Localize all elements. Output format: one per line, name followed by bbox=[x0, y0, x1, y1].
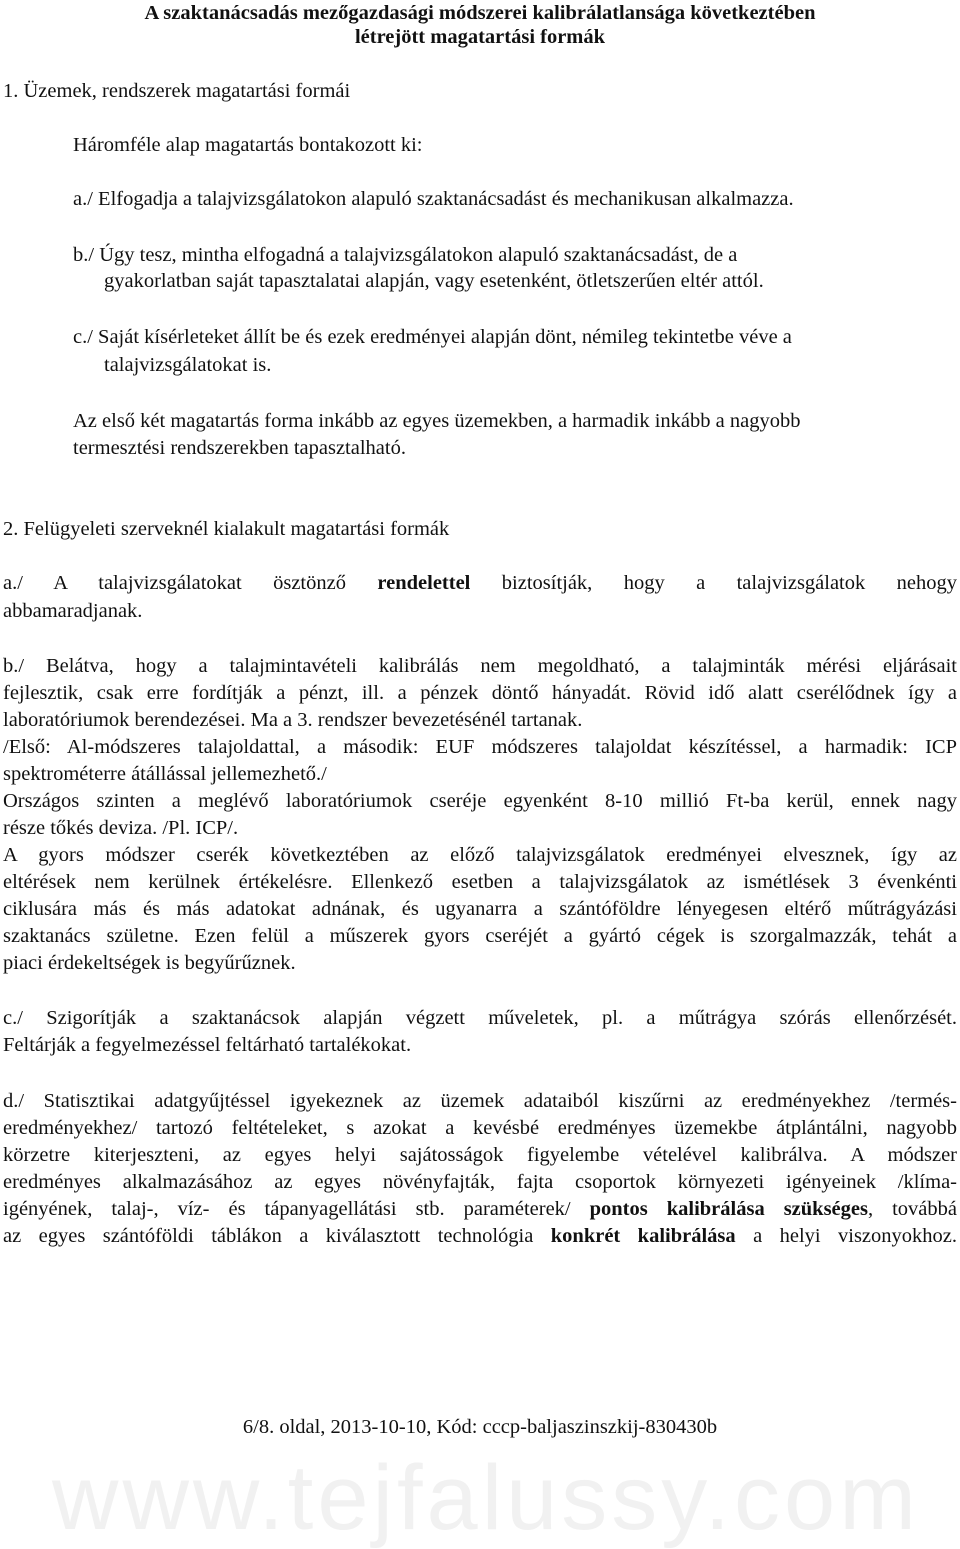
section-1-summary-line-2: termesztési rendszerekben tapasztalható. bbox=[73, 437, 406, 459]
section-2-item-d-line-6-bold: konkrét kalibrálása bbox=[550, 1225, 736, 1247]
section-2-item-d-line-5-bold: pontos kalibrálása szükséges bbox=[589, 1198, 868, 1220]
document-title-line-1: A szaktanácsadás mezőgazdasági módszerei kalibrálatlansága következtében bbox=[144, 2, 816, 24]
section-1-heading: 1. Üzemek, rendszerek magatartási formái bbox=[3, 80, 351, 102]
section-2-item-c-line-1: c./ Szigorítják a szaktanácsok alapján végzett műveletek, pl. a műtrágya szórás ellenőrzését. bbox=[3, 1007, 957, 1029]
section-2-item-b-line-5: spektrométerre átállással jellemezhető./ bbox=[3, 763, 327, 785]
section-2-item-b-line-4: /Első: Al-módszeres talajoldattal, a második: EUF módszeres talajoldat készítéssel, a harmadik: ICP bbox=[3, 736, 957, 758]
section-1-item-b-line-2: gyakorlatban saját tapasztalatai alapján, vagy esetenként, ötletszerűen eltér attól. bbox=[104, 270, 764, 292]
section-2-item-b-line-3: laboratóriumok berendezései. Ma a 3. rendszer bevezetésénél tartanak. bbox=[3, 709, 583, 731]
section-2-item-a-text-post: biztosítják, hogy a talajvizsgálatok nehogy bbox=[501, 572, 958, 594]
section-2-item-a-line-2: abbamaradjanak. bbox=[3, 600, 143, 622]
section-2-heading: 2. Felügyeleti szerveknél kialakult magatartási formák bbox=[3, 518, 450, 540]
section-2-item-d-line-6-post: a helyi viszonyokhoz. bbox=[753, 1225, 958, 1247]
section-2-item-b-line-8: A gyors módszer cserék következtében az előző talajvizsgálatok eredményei elvesznek, így az bbox=[3, 844, 957, 866]
section-2-item-d-line-2: eredményekhez/ tartozó feltételeket, s azokat a kevésbé eredményes üzemekbe átplántálni, nagyobb bbox=[3, 1117, 957, 1139]
watermark: www.tejfalussy.com bbox=[52, 1447, 920, 1549]
section-2-item-b-line-12: piaci érdekeltségek is begyűrűznek. bbox=[3, 952, 296, 974]
section-1-item-b-line-1: b./ Úgy tesz, mintha elfogadná a talajvizsgálatokon alapuló szaktanácsadást, de a bbox=[73, 244, 738, 266]
section-2-item-b-line-9: eltérések nem kerülnek értékelésre. Ellenkező esetben a talajvizsgálatok az ismétlések 3 évenkénti bbox=[3, 871, 957, 893]
section-2-item-c-line-2: Feltárják a fegyelmezéssel feltárható tartalékokat. bbox=[3, 1034, 412, 1056]
section-2-item-d-line-5-post: , továbbá bbox=[867, 1198, 957, 1220]
section-2-item-a-bold: rendelettel bbox=[377, 572, 471, 594]
section-2-item-d-line-6 bbox=[3, 1223, 957, 1250]
section-2-item-b-line-6: Országos szinten a meglévő laboratóriumok cseréje egyenként 8-10 millió Ft-ba kerül, ennek nagy bbox=[3, 790, 957, 812]
section-2-item-b-line-11: szaktanács születne. Ezen felül a műszerek gyors cseréjét a gyártó cégek is szorgalmazzák, tehát a bbox=[3, 925, 957, 947]
section-2-item-a-text-pre: a./ A talajvizsgálatokat ösztönző bbox=[3, 572, 346, 594]
section-2-item-d-line-1: d./ Statisztikai adatgyűjtéssel igyekeznek az üzemek adataiból kiszűrni az eredményekhez /termés- bbox=[3, 1090, 957, 1112]
section-1-summary-line-1: Az első két magatartás forma inkább az egyes üzemekben, a harmadik inkább a nagyobb bbox=[73, 410, 801, 432]
section-1-intro: Háromféle alap magatartás bontakozott ki: bbox=[73, 134, 423, 156]
section-2-item-b-line-7: része tőkés deviza. /Pl. ICP/. bbox=[3, 817, 239, 839]
section-2-item-b-line-2: fejlesztik, csak erre fordítják a pénzt, ill. a pénzek döntő hányadát. Rövid idő alatt cserélődnek így a bbox=[3, 682, 957, 704]
section-2-item-d-line-4: eredményes alkalmazásához az egyes növényfajták, fajta csoportok környezeti igényeinek /klíma- bbox=[3, 1171, 957, 1193]
section-2-item-b-line-1: b./ Belátva, hogy a talajmintavételi kalibrálás nem megoldható, a talajminták mérési eljárásait bbox=[3, 655, 957, 677]
section-1-item-a: a./ Elfogadja a talajvizsgálatokon alapuló szaktanácsadást és mechanikusan alkalmazza. bbox=[73, 188, 794, 210]
section-2-item-d-line-6-pre: az egyes szántóföldi táblákon a kiválasztott technológia bbox=[3, 1225, 534, 1247]
section-2-item-d-line-5 bbox=[3, 1196, 957, 1223]
section-2-item-a-line-1 bbox=[3, 570, 957, 597]
section-1-item-c-line-1: c./ Saját kísérleteket állít be és ezek eredményei alapján dönt, némileg tekintetbe véve a bbox=[73, 326, 792, 348]
section-2-item-d-line-3: körzetre kiterjeszteni, az egyes helyi sajátosságok figyelembe vételével kalibrálva. A módszer bbox=[3, 1144, 957, 1166]
page-footer: 6/8. oldal, 2013-10-10, Kód: cccp-baljaszinszkij-830430b bbox=[242, 1416, 718, 1438]
section-1-item-c-line-2: talajvizsgálatokat is. bbox=[104, 354, 272, 376]
section-2-item-b-line-10: ciklusára más és más adatokat adnának, és ugyanarra a szántóföldre lényegesen eltérő műtrágyázási bbox=[3, 898, 957, 920]
document-title-line-2: létrejött magatartási formák bbox=[354, 26, 606, 48]
section-2-item-d-line-5-pre: igényének, talaj-, víz- és tápanyagellátási stb. paraméterek/ bbox=[3, 1198, 571, 1220]
